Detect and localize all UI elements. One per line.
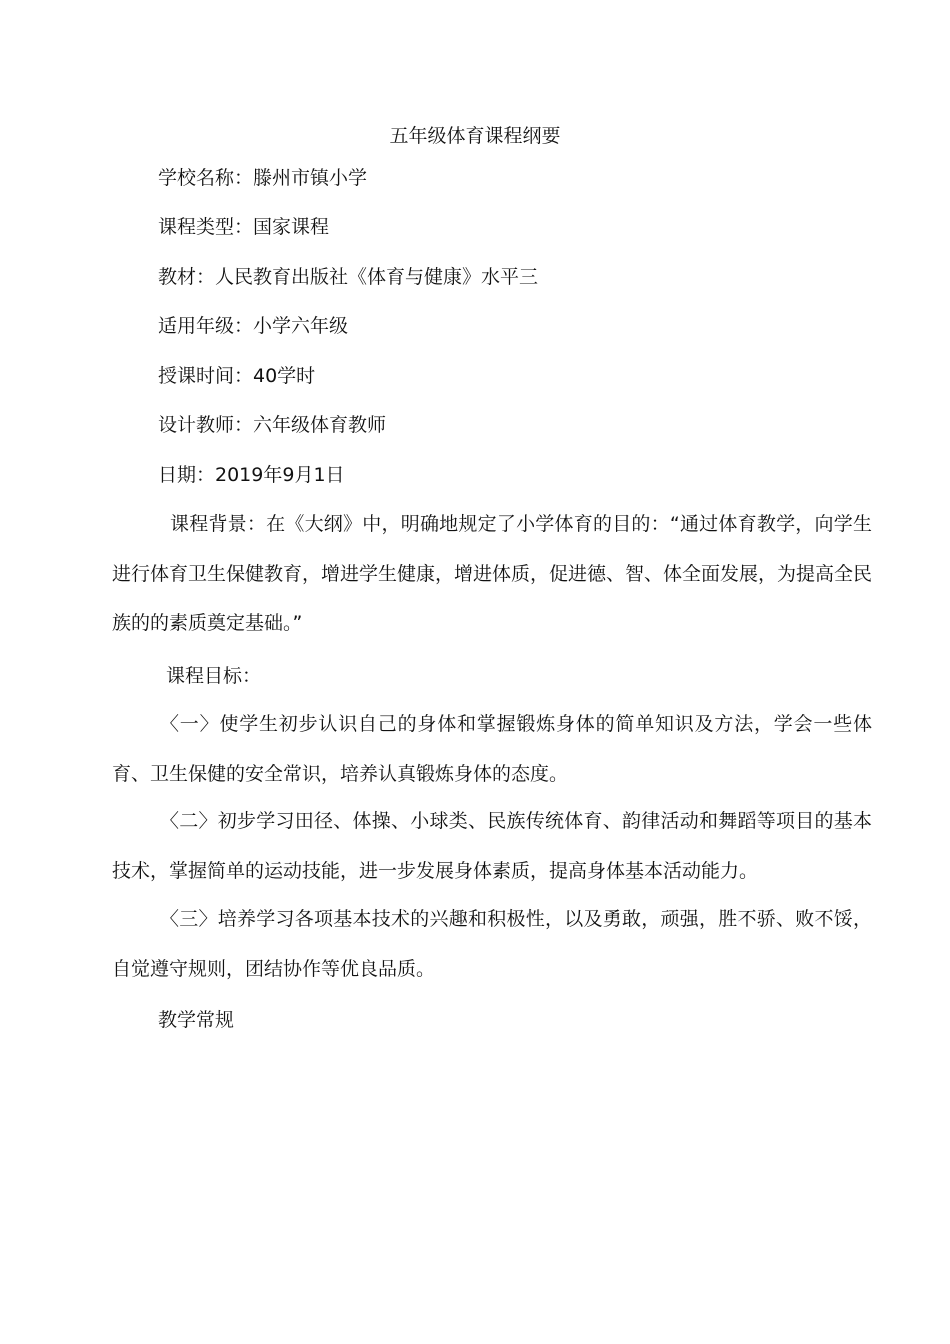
info-textbook: 教材：人民教育出版社《体育与健康》水平三 [158, 266, 539, 288]
document-title: 五年级体育课程纲要 [389, 125, 561, 147]
info-grade: 适用年级：小学六年级 [158, 315, 349, 337]
goal-item-1: 〈一〉使学生初步认识自己的身体和掌握锻炼身体的简单知识及方法，学会一些体育、卫生保健的安全常识，培养认真锻炼身体的态度。 [112, 713, 872, 785]
info-course-type: 课程类型：国家课程 [158, 216, 330, 238]
info-hours: 授课时间：40学时 [158, 365, 316, 387]
course-background: 课程背景：在《大纲》中，明确地规定了小学体育的目的：“通过体育教学，向学生进行体育卫生保健教育，增进学生健康，增进体质，促进德、智、体全面发展，为提高全民族的的素质奠定基础。” [112, 513, 873, 634]
goals-heading: 课程目标： [166, 665, 262, 687]
info-school-name: 学校名称：滕州市镇小学 [158, 167, 368, 189]
routine-heading: 教学常规 [158, 1009, 235, 1031]
info-date: 日期：2019年9月1日 [158, 464, 345, 486]
info-teacher: 设计教师：六年级体育教师 [158, 414, 387, 436]
goal-item-2: 〈二〉初步学习田径、体操、小球类、民族传统体育、韵律活动和舞蹈等项目的基本技术，掌握简单的运动技能，进一步发展身体素质，提高身体基本活动能力。 [112, 810, 872, 882]
goal-item-3: 〈三〉培养学习各项基本技术的兴趣和积极性，以及勇敢，顽强，胜不骄、败不馁，自觉遵守规则，团结协作等优良品质。 [112, 908, 872, 980]
